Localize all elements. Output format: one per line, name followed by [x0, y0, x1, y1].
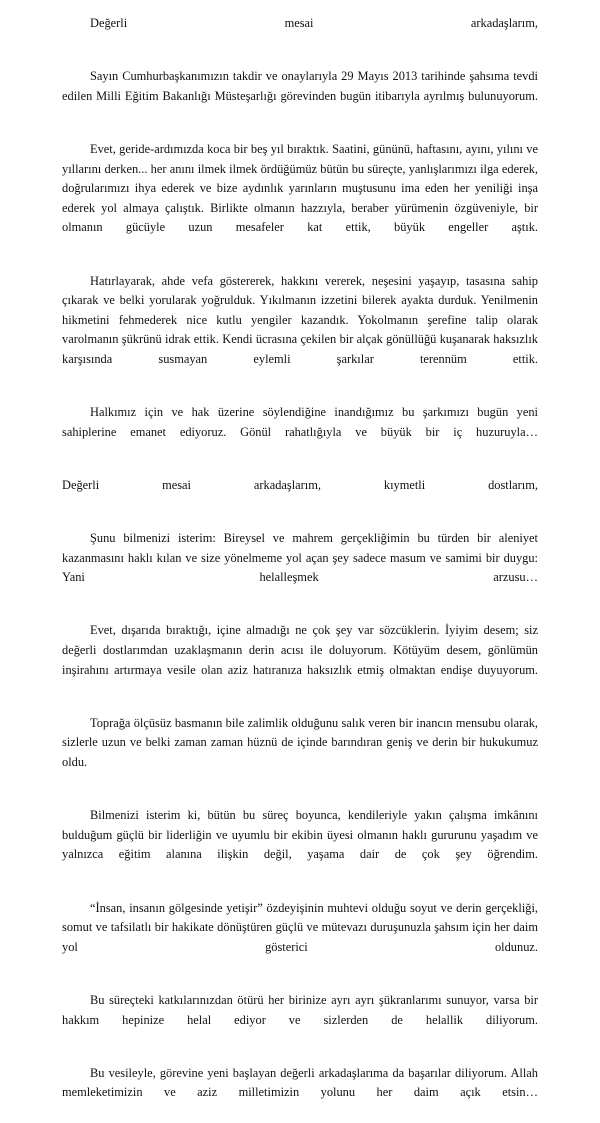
paragraph-salutation-2: Değerli mesai arkadaşlarım, kıymetli dostlarım, [62, 477, 538, 492]
paragraph-closing-wishes: Bu vesileyle, görevine yeni başlayan değerli arkadaşlarıma da başarılar diliyorum. Allah memleketimizin ve aziz milletimizin yolunu her daim açık etsin… [62, 1065, 538, 1100]
paragraph-gratitude: Bu süreçteki katkılarınızdan ötürü her birinize ayrı ayrı şükranlarımı sunuyor, varsa bir hakkım hepinize helal ediyor ve sizlerden de helallik diliyorum. [62, 992, 538, 1027]
paragraph-soil-belief: Toprağa ölçüsüz basmanın bile zalimlik olduğunu salık veren bir inancın mensubu olarak, sizlerle uzun ve belki zaman zaman hüznü de içinde barındıran geniş ve derin bir hukukumuz oldu. [62, 715, 538, 769]
paragraph-resignation-notice: Sayın Cumhurbaşkanımızın takdir ve onaylarıyla 29 Mayıs 2013 tarihinde şahsıma tevdi edilen Milli Eğitim Bakanlığı Müsteşarlığı görevinden bugün itibarıyla ayrılmış bulunuyorum. [62, 69, 538, 103]
paragraph-handover: Halkımız için ve hak üzerine söylendiğine inandığımız bu şarkımızı bugün yeni sahiplerine emanet ediyoruz. Gönül rahatlığıyla ve büyük bir iç huzuruyla… [62, 405, 538, 439]
paragraph-remembrance: Hatırlayarak, ahde vefa göstererek, hakkını vererek, neşesini yaşayıp, tasasına sahip çıkarak ve belki yorularak yoğrulduk. Yıkılmanın izzetini bilerek ayakta durduk. Yenilmenin hikmetini fehmederek nice kutlu yengiler kazandık. Yokolmanın şerefine talip olarak varolmanın şükrünü idrak ettik. Kendi ücrasına çekilen bir alçak gönüllüğü kuşanarak haksızlık karşısında susmayan eylemli şarkılar terennüm ettik. [62, 273, 538, 366]
paragraph-words-limits: Evet, dışarıda bıraktığı, içine almadığı ne çok şey var sözcüklerin. İyiyim desem; siz değerli dostlarımdan uzaklaşmanın derin acısı ile doluyorum. Kötüyüm desem, gönlümün inşirahını artırmaya vesile olan aziz hatıranıza haksızlık etmiş olmaktan endişe duyuyorum. [62, 623, 538, 677]
paragraph-leadership-pride: Bilmenizi isterim ki, bütün bu süreç boyunca, kendileriyle yakın çalışma imkânını bulduğum güçlü bir liderliğin ve uyumlu bir ekibin üyesi olmanın haklı gururunu yaşadım ve yalnızca eğitim alanına ilişkin değil, yaşama dair de çok şey öğrendim. [62, 808, 538, 862]
paragraph-aphorism: “İnsan, insanın gölgesinde yetişir” özdeyişinin muhtevi olduğu soyut ve derin gerçekliği, somut ve tafsilatlı bir hakikate dönüştüren güçlü ve mütevazı duruşunuzla şahsım için her daim yol gösterici oldunuz. [62, 900, 538, 954]
paragraph-salutation-1: Değerli mesai arkadaşlarım, [90, 16, 538, 30]
paragraph-sincerity: Şunu bilmenizi isterim: Bireysel ve mahrem gerçekliğimin bu türden bir aleniyet kazanmasını haklı kılan ve size yönelmeme yol açan şey sadece masum ve samimi bir duygu: Yani helalleşmek arzusu… [62, 531, 538, 585]
paragraph-five-years: Evet, geride-ardımızda koca bir beş yıl bıraktık. Saatini, gününü, haftasını, ayını, yılını ve yıllarını derken... her anını ilmek ilmek ördüğümüz bütün bu süreçte, yanlışlarımızı ilga ederek, doğrularımızı ihya ederek ve bize aydınlık yarınların muştusunu ima eden her yeniliği inşa ederek yol almaya çalıştık. Birlikte olmanın hazzıyla, beraber yürümenin özgüveniyle, bir olmanın gücüyle uzun mesafeler kat ettik, büyük engeller aştık. [62, 141, 538, 235]
document-body [62, 14, 538, 1123]
